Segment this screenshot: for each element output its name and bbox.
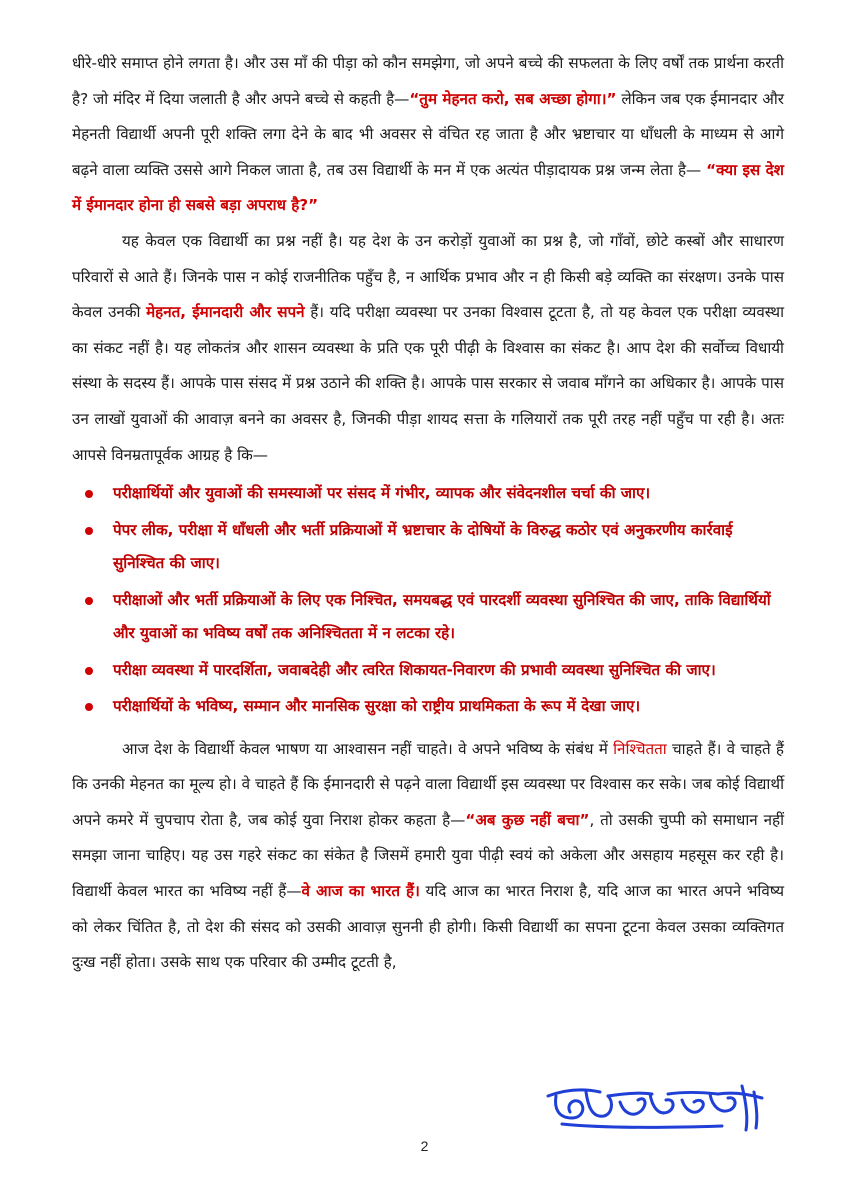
bullet-icon	[85, 527, 93, 535]
letter-body	[72, 46, 784, 981]
list-item	[113, 514, 784, 581]
bullet-icon	[85, 597, 93, 605]
handwritten-signature	[542, 1072, 777, 1138]
list-item	[113, 690, 784, 724]
paragraph-3	[72, 732, 784, 981]
paragraph-1-text-b: लेकिन जब एक ईमानदार और मेहनती विद्यार्थी अपनी पूरी शक्ति लगा देने के बाद भी अवसर से वंचित रह जाता है और भ्रष्टाचार या धाँधली के माध्यम से आगे बढ़ने वाला व्यक्ति उससे आगे निकल जाता है, तब उस विद्यार्थी के मन में एक अत्यंत पीड़ादायक प्रश्न जन्म लेता है—	[72, 89, 784, 179]
list-item	[113, 584, 784, 651]
highlight-hard-work-honesty-dreams: मेहनत, ईमानदारी और सपने	[146, 303, 305, 322]
quote-nothing-left: “अब कुछ नहीं बचा”	[465, 810, 590, 829]
paragraph-3-text-b: चाहते हैं। वे चाहते हैं कि उनकी मेहनत का मूल्य हो। वे चाहते हैं कि ईमानदारी से पढ़ने वाला विद्यार्थी इस व्यवस्था पर विश्वास कर सके। जब कोई विद्यार्थी अपने कमरे में चुपचाप रोता है, जब कोई युवा निराश होकर कहता है—	[72, 739, 784, 829]
paragraph-1	[72, 46, 784, 224]
bullet-icon	[85, 490, 93, 498]
list-item-text: परीक्षार्थियों और युवाओं की समस्याओं पर संसद में गंभीर, व्यापक और संवेदनशील चर्चा की जाए।	[113, 484, 651, 503]
paragraph-2	[72, 224, 784, 473]
highlight-todays-india: वे आज का भारत हैं।	[301, 882, 420, 900]
list-item-text: परीक्षाओं और भर्ती प्रक्रियाओं के लिए एक निश्चित, समयबद्ध एवं पारदर्शी व्यवस्था सुनिश्चित की जाए, ताकि विद्यार्थियों और युवाओं का भविष्य वर्षों तक अनिश्चितता में न लटका रहे।	[113, 590, 771, 643]
list-item	[113, 477, 784, 511]
paragraph-3-text-a: आज देश के विद्यार्थी केवल भाषण या आश्वासन नहीं चाहते। वे अपने भविष्य के संबंध में	[122, 739, 614, 758]
quote-work-hard: “तुम मेहनत करो, सब अच्छा होगा।”	[409, 89, 617, 108]
demands-list	[72, 477, 784, 724]
paragraph-2-text-a: यह केवल एक विद्यार्थी का प्रश्न नहीं है। यह देश के उन करोड़ों युवाओं का प्रश्न है, जो गाँवों, छोटे कस्बों और साधारण परिवारों से आते हैं। जिनके पास न कोई राजनीतिक पहुँच है, न आर्थिक प्रभाव और न ही किसी बड़े व्यक्ति का संरक्षण। उनके पास केवल उनकी	[72, 231, 784, 322]
list-item	[113, 654, 784, 688]
list-item-text: परीक्षार्थियों के भविष्य, सम्मान और मानसिक सुरक्षा को राष्ट्रीय प्राथमिकता के रूप में देखा जाए।	[113, 697, 641, 716]
paragraph-3-text-c: , तो उसकी चुप्पी को समाधान नहीं समझा जाना चाहिए। यह उस गहरे संकट का संकेत है जिसमें हमारी युवा पीढ़ी स्वयं को अकेला और असहाय महसूस कर रही है। विद्यार्थी केवल भारत का भविष्य नहीं हैं—	[72, 810, 784, 900]
bullet-icon	[85, 667, 93, 675]
paragraph-3-text-d: यदि आज का भारत निराश है, यदि आज का भारत अपने भविष्य को लेकर चिंतित है, तो देश की संसद को उसकी आवाज़ सुननी ही होगी। किसी विद्यार्थी का सपना टूटना केवल उसका व्यक्तिगत दुःख नहीं होता। उसके साथ एक परिवार की उम्मीद टूटती है,	[72, 882, 785, 972]
paragraph-2-text-b: हैं। यदि परीक्षा व्यवस्था पर उनका विश्वास टूटता है, तो यह केवल एक परीक्षा व्यवस्था का संकट नहीं है। यह लोकतंत्र और शासन व्यवस्था के प्रति एक पूरी पीढ़ी के विश्वास का संकट है। आप देश की सर्वोच्च विधायी संस्था के सदस्य हैं। आपके पास संसद में प्रश्न उठाने की शक्ति है। आपके पास सरकार से जवाब माँगने का अधिकार है। आपके पास उन लाखों युवाओं की आवाज़ बनने का अवसर है, जिनकी पीड़ा शायद सत्ता के गलियारों तक पूरी तरह नहीं पहुँच पा रही है। अतः आपसे विनम्रतापूर्वक आग्रह है कि—	[72, 303, 785, 464]
paragraph-1-text-a: धीरे-धीरे समाप्त होने लगता है। और उस माँ की पीड़ा को कौन समझेगा, जो अपने बच्चे की सफलता के लिए वर्षों तक प्रार्थना करती है? जो मंदिर में दिया जलाती है और अपने बच्चे से कहती है—	[72, 54, 784, 108]
page-number: 2	[420, 1138, 429, 1154]
list-item-text: परीक्षा व्यवस्था में पारदर्शिता, जवाबदेही और त्वरित शिकायत-निवारण की प्रभावी व्यवस्था सुनिश्चित की जाए।	[113, 660, 716, 679]
bullet-icon	[85, 703, 93, 711]
highlight-certainty: निश्चितता	[613, 739, 667, 758]
list-item-text: पेपर लीक, परीक्षा में धाँधली और भर्ती प्रक्रियाओं में भ्रष्टाचार के दोषियों के विरुद्ध कठोर एवं अनुकरणीय कार्रवाई सुनिश्चित की जाए।	[113, 520, 733, 573]
quote-honesty-crime: “क्या इस देश में ईमानदार होना ही सबसे बड़ा अपराध है?”	[72, 160, 784, 215]
